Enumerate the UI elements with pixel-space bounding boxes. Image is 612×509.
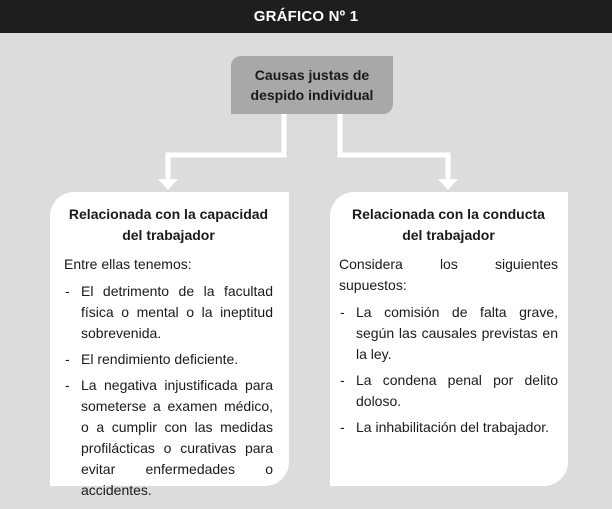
diagram-title: GRÁFICO Nº 1 (253, 8, 359, 25)
connector-right (340, 114, 448, 180)
capacity-card-title-line1: Relacionada con la capacidad (68, 206, 269, 222)
root-node (231, 56, 393, 114)
capacity-card (50, 192, 289, 498)
root-node-line2: despido individual (250, 87, 374, 103)
list-item-text: La inhabilitación del trabajador. (356, 419, 550, 435)
bullet-dash: - (65, 283, 70, 299)
conduct-card-title (339, 204, 558, 246)
capacity-card-title-line2: del trabajador (122, 227, 215, 243)
conduct-card (330, 192, 568, 486)
bullet-dash: - (340, 419, 345, 435)
list-item-text: La comisión de falta grave, según las causales previstas en la ley. (356, 304, 558, 362)
bullet-dash: - (340, 304, 345, 320)
capacity-card-list (64, 281, 273, 501)
connector-left (168, 114, 284, 180)
list-item (64, 349, 273, 370)
root-node-line1: Causas justas de (254, 67, 370, 83)
capacity-card-intro: Entre ellas tenemos: (64, 256, 192, 272)
list-item (339, 302, 558, 365)
list-item (339, 417, 558, 438)
list-item-text: La condena penal por delito doloso. (356, 372, 558, 409)
list-item-text: La negativa injustificada para someterse a examen médico, o a cumplir con las medidas profilácticas o curativas para evitar enfermedades o accidentes. (81, 377, 273, 498)
list-item-text: El detrimento de la facultad física o mental o la ineptitud sobrevenida. (81, 283, 273, 341)
list-item-text: El rendimiento deficiente. (81, 351, 239, 367)
conduct-card-title-line1: Relacionada con la conducta (352, 206, 545, 222)
capacity-card-title (64, 204, 273, 246)
connector-left-arrowhead (158, 179, 178, 190)
list-item (339, 370, 558, 412)
connector-right-arrowhead (438, 179, 458, 190)
bullet-dash: - (340, 372, 345, 388)
conduct-card-title-line2: del trabajador (402, 227, 495, 243)
conduct-card-intro: Considera los siguientes supuestos: (339, 256, 558, 293)
bullet-dash: - (65, 351, 70, 367)
list-item (64, 375, 273, 501)
bullet-dash: - (65, 377, 70, 393)
list-item (64, 281, 273, 344)
conduct-card-list (339, 302, 558, 438)
